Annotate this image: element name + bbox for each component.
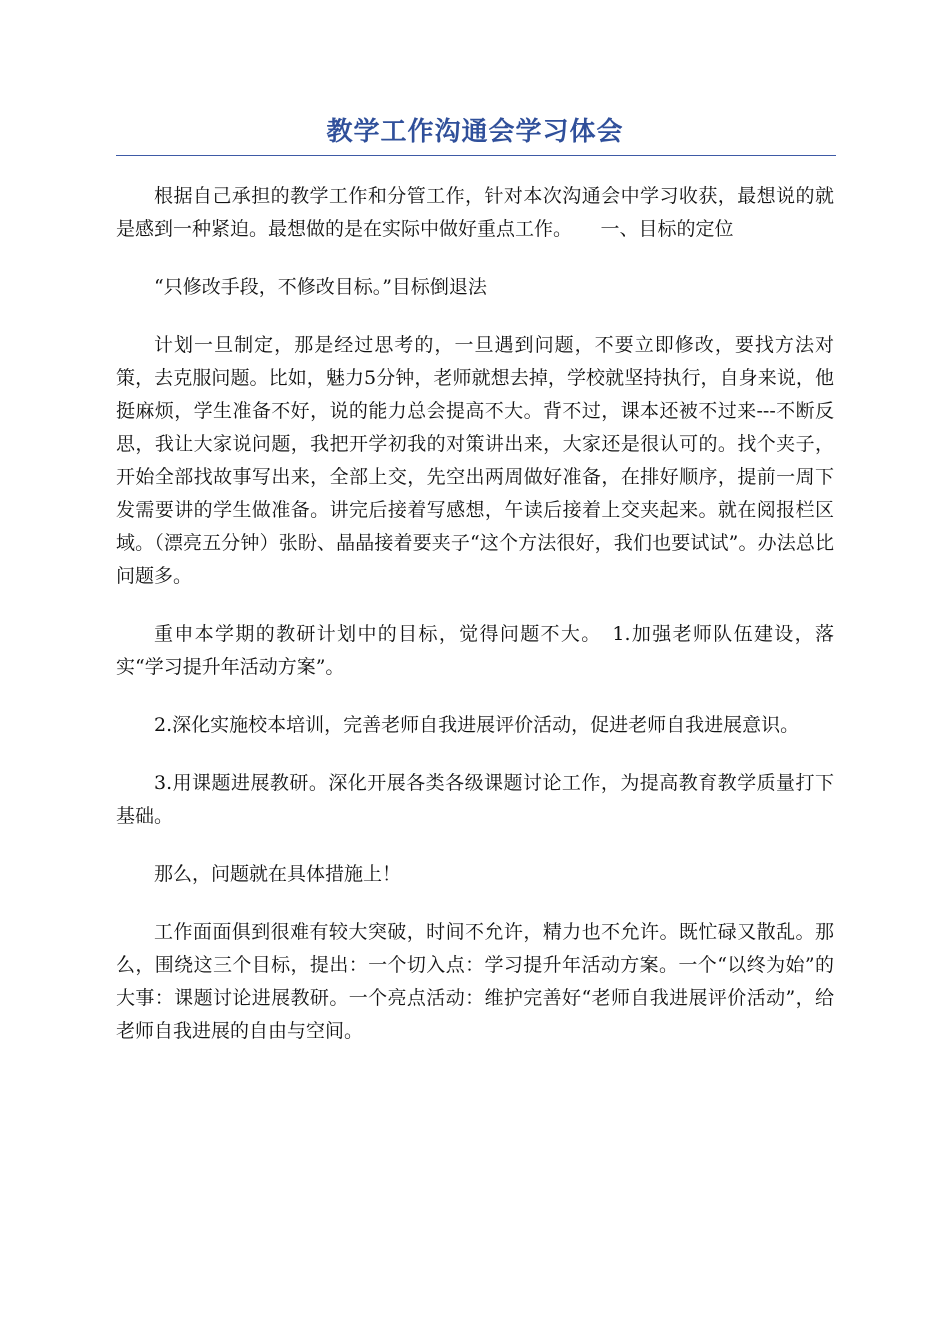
title-underline: [116, 155, 836, 156]
paragraph-5: 2.深化实施校本培训，完善老师自我进展评价活动，促进老师自我进展意识。: [154, 714, 800, 736]
paragraph-6: 3.用课题进展教研。深化开展各类各级课题讨论工作，为提高教育教学质量打下基础。: [116, 772, 834, 827]
document-body: [116, 180, 834, 1073]
document-title: 教学工作沟通会学习体会: [326, 117, 624, 147]
paragraph-3: 计划一旦制定，那是经过思考的，一旦遇到问题，不要立即修改，要找方法对策，去克服问题。比如，魅力5分钟，老师就想去掉，学校就坚持执行，自身来说，他挺麻烦，学生准备不好，说的能力总会提高不大。背不过，课本还被不过来---不断反思，我让大家说问题，我把开学初我的对策讲出来，大家还是很认可的。找个夹子，开始全部找故事写出来，全部上交，先空出两周做好准备，在排好顺序，提前一周下发需要讲的学生做准备。讲完后接着写感想，午读后接着上交夹起来。就在阅报栏区域。（漂亮五分钟）张盼、晶晶接着要夹子“这个方法很好，我们也要试试”。办法总比问题多。: [116, 334, 834, 587]
paragraph-1: 根据自己承担的教学工作和分管工作，针对本次沟通会中学习收获，最想说的就是感到一种紧迫。最想做的是在实际中做好重点工作。 一、目标的定位: [116, 185, 834, 240]
paragraph-7: 那么，问题就在具体措施上！: [154, 863, 402, 885]
paragraph-4: 重申本学期的教研计划中的目标，觉得问题不大。 1.加强老师队伍建设，落实“学习提升年活动方案”。: [116, 623, 834, 678]
paragraph-8: 工作面面俱到很难有较大突破，时间不允许，精力也不允许。既忙碌又散乱。那么，围绕这三个目标，提出：一个切入点：学习提升年活动方案。一个“以终为始”的大事：课题讨论进展教研。一个亮点活动：维护完善好“老师自我进展评价活动”，给老师自我进展的自由与空间。: [116, 921, 834, 1042]
paragraph-2: “只修改手段，不修改目标。”目标倒退法: [154, 276, 487, 298]
